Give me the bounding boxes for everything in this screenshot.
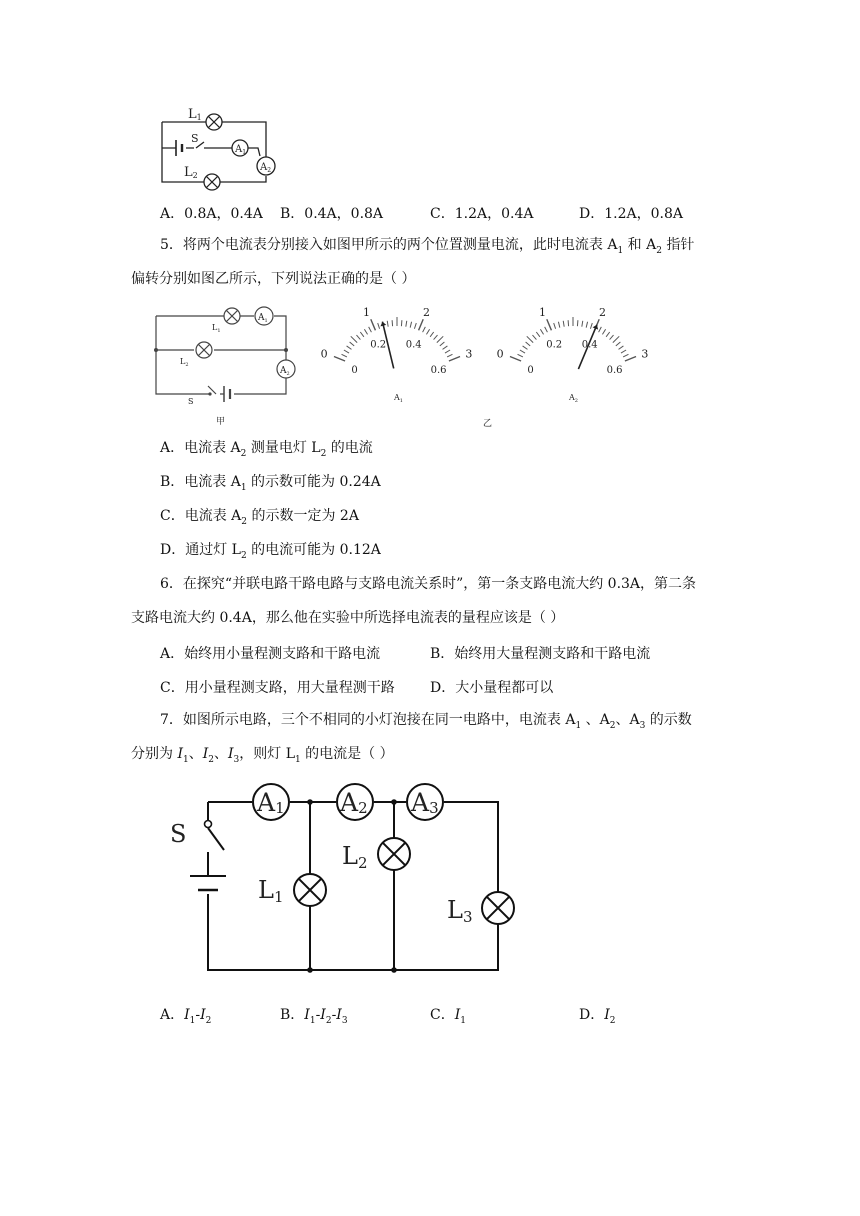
q5-meter-a1-tick (423, 327, 426, 332)
svg-text:S: S (188, 397, 194, 406)
svg-text:A3: A3 (411, 788, 439, 817)
q5-jia-ammeter-a2 (277, 360, 295, 378)
q4-option-b: B．0.4A，0.8A (280, 206, 384, 222)
q5-meter-a1 (321, 306, 473, 376)
q7-option-a: A．$I_1-I_2$ (160, 1007, 212, 1026)
q5-meter-a2-tick (554, 323, 556, 329)
q6-stem-line-2: 支路电流大约 0.4A，那么他在实验中所选择电流表的量程应该是（ ） (131, 610, 565, 626)
q5-meter-a2-outer-label: 3 (641, 347, 649, 361)
svg-text:A2: $A_2$ (260, 162, 272, 174)
q5-option-a: A．电流表 $A_2$ 测量电灯 $L_2$ 的电流 (160, 440, 373, 459)
q5-meter-a1-tick (334, 357, 345, 361)
q5-meter-a2-tick (623, 354, 628, 357)
q5-meter-a1-tick (350, 342, 355, 346)
q7-ammeter-a1 (253, 784, 289, 820)
q5-meter-a1-tick (406, 321, 407, 327)
q5-meter-a2-outer-label: 2 (599, 305, 607, 319)
q5-meter-a2-tick (563, 321, 564, 327)
q4-label-l1: L1 (188, 107, 202, 122)
q5-meter-a2-tick (510, 357, 521, 361)
q5-meter-a2-tick (590, 323, 592, 329)
q5-meter-a2-tick (518, 354, 523, 357)
svg-text:A1: $A_1$ (258, 313, 268, 324)
q5-meter-a1-tick (440, 342, 445, 346)
q5-meter-a2-tick (616, 342, 621, 346)
q6-option-c: C．用小量程测支路，用大量程测干路 (160, 680, 395, 696)
q5-meter-a1-tick (430, 332, 434, 337)
q5-meter-a2-tick (536, 332, 540, 337)
q5-meter-a2-outer-label: 1 (538, 305, 546, 319)
q7-lamp-l1 (294, 874, 326, 906)
q5-meter-a1-inner-label: 0 (351, 364, 358, 376)
q5-meter-a2-tick (619, 346, 624, 349)
q5-meter-a2-inner-label: 0 (527, 364, 534, 376)
q5-meter-a1-inner-label: 0.6 (430, 364, 447, 376)
q5-meter-a1-tick (437, 336, 443, 342)
q5-meter-a1-tick (445, 350, 450, 353)
q5-meter-a2-tick (520, 350, 525, 353)
q5-meter-a2-tick (606, 332, 610, 337)
svg-text:A1: $A_1$ (235, 144, 247, 156)
q7-label-l3: L3 (447, 896, 473, 926)
q5-option-d: D．通过灯 $L_2$ 的电流可能为 0.12A (160, 542, 381, 561)
q5-meter-a1-tick (434, 335, 438, 340)
q5-option-b: B．电流表 $A_1$ 的示数可能为 0.24A (160, 474, 381, 493)
q4-ammeter-a2 (257, 157, 275, 175)
q7-ammeter-a2 (337, 784, 373, 820)
q5-meter-a1-tick (356, 335, 360, 340)
q5-meter-a1-tick (387, 321, 388, 327)
q5-meter-a1-label: $A_1$ (394, 393, 403, 404)
q5-meter-a1-tick (364, 329, 367, 334)
q5-meter-a1-tick (342, 354, 347, 357)
q5-meter-a2-tick (532, 335, 536, 340)
q6-option-d: D．大小量程都可以 (430, 680, 554, 696)
svg-text:A2: A2 (340, 788, 368, 817)
q5-meter-a2-tick (540, 329, 543, 334)
q5-meter-a1-tick (360, 332, 364, 337)
q5-meter-a1-tick (378, 323, 380, 329)
q4-option-a: A．0.8A，0.4A (160, 206, 263, 222)
q5-meter-a1-outer-label: 0 (320, 347, 328, 361)
q5-caption-yi: 乙 (483, 419, 493, 428)
q5-meters-yi (305, 300, 665, 428)
q5-meter-a2-tick (526, 342, 531, 346)
q7-label-l1: L1 (258, 876, 284, 906)
q5-jia-lamp-l1 (224, 308, 240, 324)
q5-meter-a2-tick (586, 322, 587, 328)
q5-meter-a1-tick (371, 319, 376, 330)
q5-meter-a1-tick (344, 350, 349, 353)
q4-option-d: D．1.2A，0.8A (579, 206, 683, 222)
q4-label-l2: L2 (184, 165, 198, 180)
q7-stem-line-2: 分别为 $I_1$、$I_2$、$I_3$，则灯 $L_1$ 的电流是（ ） (131, 746, 394, 765)
q5-option-c: C．电流表 $A_2$ 的示数一定为 2A (160, 508, 359, 527)
svg-text:A2: $A_2$ (280, 366, 290, 377)
q7-stem-line-1: 7．如图所示电路，三个不相同的小灯泡接在同一电路中，电流表 $A_1$ 、$A_2$、$A_3$ 的示数 (160, 712, 692, 731)
q5-meter-a2-tick (545, 327, 548, 332)
q5-caption-jia: 甲 (216, 417, 226, 427)
q7-option-b: B．$I_1-I_2-I_3$ (280, 1007, 348, 1026)
q6-stem-line-1: 6．在探究“并联电路干路电路与支路电流关系时”，第一条支路电流大约 0.3A，第二条 (160, 576, 697, 592)
q5-meter-a1-tick (410, 322, 411, 328)
q5-meter-a2-tick (602, 329, 605, 334)
q5-meter-a2-tick (582, 321, 583, 327)
q5-stem-line-2: 偏转分别如图乙所示，下列说法正确的是（ ） (131, 271, 416, 287)
q4-lamp-l2 (204, 174, 220, 190)
q7-label-s: S (170, 820, 187, 848)
svg-text:A1: A1 (257, 788, 285, 817)
q5-meter-a2-tick (613, 336, 619, 342)
q5-meter-a1-tick (447, 354, 452, 357)
q7-option-d: D．$I_2$ (579, 1007, 616, 1026)
svg-text:L2: $L_2$ (180, 357, 189, 368)
q5-meter-a2-inner-label: 0.6 (606, 364, 623, 376)
q5-meter-a1-outer-label: 2 (423, 305, 431, 319)
q6-option-b: B．始终用大量程测支路和干路电流 (430, 646, 651, 662)
q5-meter-a1-tick (419, 319, 424, 330)
q5-jia-ammeter-a1 (255, 307, 273, 325)
q5-meter-a2-tick (599, 327, 602, 332)
q5-meter-a1-inner-label: 0.4 (405, 339, 422, 351)
q4-ammeter-a1 (232, 140, 248, 156)
q5-meter-a1-tick (443, 346, 448, 349)
q7-ammeter-a3 (407, 784, 443, 820)
q7-lamp-l2 (378, 838, 410, 870)
q5-meter-a1-tick (449, 357, 460, 361)
q5-meter-a2-label: $A_2$ (569, 393, 578, 404)
q5-meter-a2 (497, 306, 649, 376)
q7-option-c: C．$I_1$ (430, 1007, 466, 1026)
q5-meter-a2-tick (610, 335, 614, 340)
q5-meter-a1-tick (414, 323, 416, 329)
q5-meter-a2-outer-label: 0 (496, 347, 504, 361)
q5-meter-a1-tick (369, 327, 372, 332)
q5-meter-a2-inner-label: 0.4 (581, 339, 598, 351)
q5-stem-line-1: 5．将两个电流表分别接入如图甲所示的两个位置测量电流，此时电流表 $A_1$ 和 $A_2$ 指针 (160, 237, 695, 256)
q5-meter-a2-tick (527, 336, 533, 342)
svg-text:L1: $L_1$ (212, 323, 221, 334)
q5-meter-a2-tick (558, 322, 559, 328)
q4-lamp-l1 (206, 114, 222, 130)
q4-option-c: C．1.2A，0.4A (430, 206, 534, 222)
q5-meter-a1-tick (426, 329, 429, 334)
q5-meter-a2-tick (523, 346, 528, 349)
q7-circuit-diagram (160, 780, 520, 980)
q7-lamp-l3 (482, 892, 514, 924)
q5-meter-a1-inner-label: 0.2 (370, 339, 387, 351)
q4-circuit-diagram (158, 104, 284, 192)
q5-jia-lamp-l2 (196, 342, 212, 358)
q5-meter-a1-outer-label: 3 (465, 347, 473, 361)
q5-meter-a2-inner-label: 0.2 (546, 339, 563, 351)
q5-meter-a1-tick (347, 346, 352, 349)
q5-meter-a2-tick (621, 350, 626, 353)
q6-option-a: A．始终用小量程测支路和干路电流 (160, 646, 381, 662)
q5-meter-a2-tick (625, 357, 636, 361)
q5-meter-a1-tick (351, 336, 357, 342)
q5-meter-a2-tick (547, 319, 552, 330)
q4-label-s: S (191, 132, 199, 145)
q5-circuit-jia (150, 298, 300, 428)
q5-meter-a1-outer-label: 1 (362, 305, 370, 319)
q7-label-l2: L2 (342, 842, 368, 872)
